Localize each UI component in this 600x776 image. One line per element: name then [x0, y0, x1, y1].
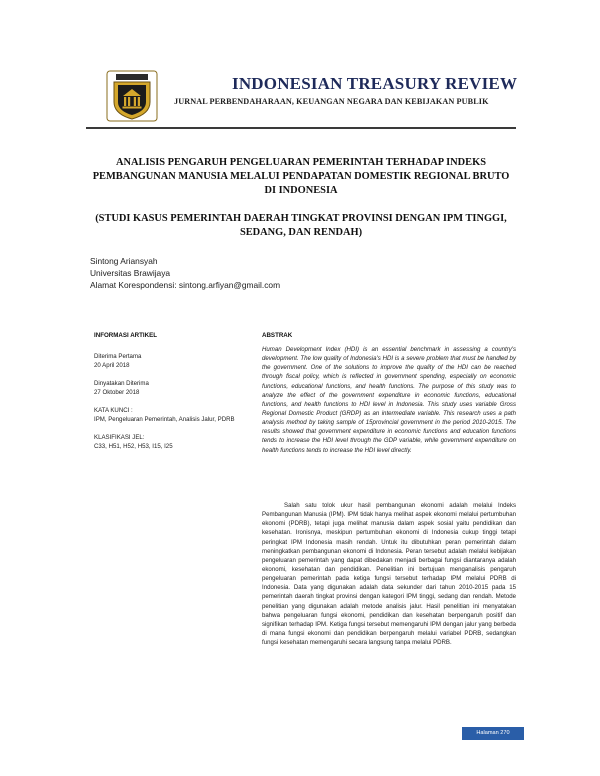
- author-affiliation: Universitas Brawijaya: [90, 267, 171, 278]
- accepted-label: Dinyatakan Diterima: [94, 379, 149, 387]
- received-date: 20 April 2018: [94, 362, 130, 370]
- paper-subtitle: (STUDI KASUS PEMERINTAH DAERAH TINGKAT PROVINSI DENGAN IPM TINGGI, SEDANG, DAN RENDAH): [95, 213, 507, 239]
- author-block: [90, 256, 390, 292]
- article-info-heading: INFORMASI ARTIKEL: [94, 332, 158, 339]
- page-number-badge: Halaman 270: [462, 727, 524, 740]
- header-divider: [86, 127, 516, 129]
- jel-label: KLASIFIKASI JEL:: [94, 433, 145, 441]
- article-info: [94, 352, 252, 460]
- journal-title: INDONESIAN TREASURY REVIEW: [232, 74, 518, 93]
- journal-logo-icon: [106, 70, 158, 122]
- author-name: Sintong Ariansyah: [90, 256, 158, 266]
- journal-subtitle: JURNAL PERBENDAHARAAN, KEUANGAN NEGARA DAN KEBIJAKAN PUBLIK: [174, 97, 489, 106]
- author-correspondence[interactable]: Alamat Korespondensi: sintong.arfiyan@gmail.com: [90, 279, 281, 290]
- paper-title: ANALISIS PENGARUH PENGELUARAN PEMERINTAH TERHADAP INDEKS PEMBANGUNAN MANUSIA MELALUI PENDAPATAN DOMESTIK REGIONAL BRUTO DI INDONESIA: [92, 157, 510, 196]
- abstract-english: Human Development Index (HDI) is an essential benchmark in assessing a country's development. The low quality of Indonesia's HDI is a severe problem that must be handled by the government. One of the solutions to improve the quality of the HDI can be reached through fiscal policy, which is reflected in government spending, especially on economic functions, educational functions, and health functions. The purpose of this study was to analyze the effect of the government expenditure in economic functions, educational functions, and health functions to HDI level in Indonesia. This study uses variable Gross Regional Domestic Product (GRDP) as an intermediate variable. This research uses a path analysis method by taking sample of 15provincial government in the period 2010-2015. The results showed that government expenditure in economic functions and education functions tends to increase the HDI level through the GDP variable, while government expenditure on health functions tends to increase the HDI level directly.: [262, 346, 516, 454]
- received-label: Diterima Pertama: [94, 353, 142, 360]
- keywords-label: KATA KUNCI :: [94, 406, 133, 414]
- abstract-heading: ABSTRAK: [262, 332, 293, 339]
- abstract-indonesian: Salah satu tolok ukur hasil pembangunan ekonomi adalah melalui Indeks Pembangunan Manusia (IPM). IPM tidak hanya melihat aspek ekonomi melalui pertumbuhan ekonomi (PDRB), tetapi juga melihat manusia dalam aspek sosial yaitu pendidikan dan kesehatan. Ironisnya, meskipun pertumbuhan ekonomi di Indonesia cukup tinggi tetapi peringkat IPM Indonesia masih rendah. Untuk itu dibutuhkan peran pemerintah dalam meningkatkan pembangunan ekonomi di Indonesia. Peran tersebut adalah melalui kebijakan pengeluaran pemerintah yang dapat dibedakan menjadi berbagai fungsi diantaranya adalah ekonomi, kesehatan dan pendidikan. Penelitian ini bertujuan menganalisis pengaruh pengeluaran pemerintah pada ketiga fungsi tersebut terhadap IPM melalui PDRB di Indonesia. Data yang digunakan adalah data sekunder dari tahun 2010-2015 pada 15 pemerintah daerah tingkat provinsi dengan kategori IPM tinggi, sedang dan rendah. Metode penelitian yang digunakan adalah metode analisis jalur. Hasil penelitian ini menyatakan bahwa pengeluaran fungsi ekonomi, pendidikan dan kesehatan berpengaruh positif dan signifikan terhadap IPM. Ketiga fungsi tersebut memengaruhi IPM dengan jalur yang berbeda di mana fungsi ekonomi dan pendidikan berpengaruh melalui variabel PDRB, sedangkan fungsi kesehatan memengaruhi secara langsung tanpa melalui PDRB.: [262, 502, 516, 647]
- jel-codes: C33, H51, H52, H53, I15, I25: [94, 443, 173, 451]
- accepted-date: 27 Oktober 2018: [94, 389, 140, 397]
- keywords: IPM, Pengeluaran Pemerintah, Analisis Jalur, PDRB: [94, 416, 235, 424]
